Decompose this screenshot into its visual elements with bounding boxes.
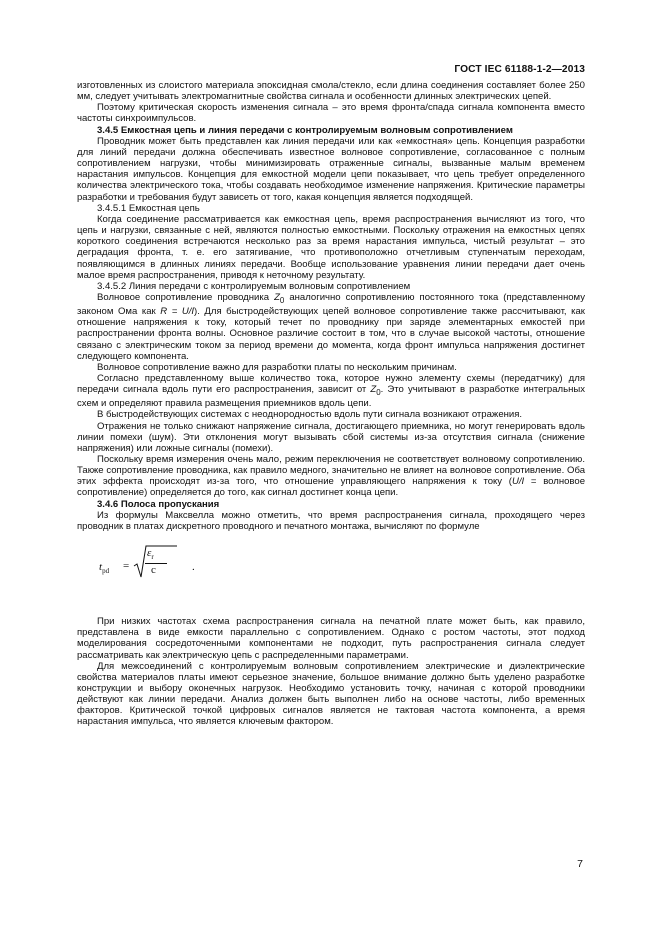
paragraph: При низких частотах схема распространения сигнала на печатной плате может быть, как правило, представлена в виде емкости параллельно с сопротивлением. Однако с ростом частоты, этот подход моделирования сосредоточенными компонентами не подходит, путь распространения сигнала следует рассматривать как электрическую цепь с распределенными параметрами. xyxy=(77,616,585,661)
sqrt-sign-icon xyxy=(133,544,183,580)
formula-epsilon: ε xyxy=(147,547,152,560)
formula-t: t xyxy=(99,561,103,574)
paragraph: Отражения не только снижают напряжение сигнала, достигающего приемника, но могут генерировать вдоль линии помехи (шум). Эти отклонения могут вызывать сбой системы из-за отсутствия сигнала (снижение напряжения) или ложные сигналы (помехи). xyxy=(77,420,585,454)
formula-t-subscript: pd xyxy=(102,567,110,576)
formula-lhs xyxy=(99,562,109,577)
paragraph: Поэтому критическая скорость изменения сигнала – это время фронта/спада сигнала компонента вместо частоты синхроимпульсов. xyxy=(77,102,585,125)
paragraph: Из формулы Максвелла можно отметить, что время распространения сигнала, проходящего через проводник в платах дискретного проводного и печатного монтажа, вычисляют по формуле xyxy=(77,509,585,532)
text-run: Согласно представленному выше количество тока, которое нужно элементу схемы (передатчику) для передачи сигнала вдоль пути его распространения, зависит от xyxy=(77,372,585,396)
paragraph-switching xyxy=(77,454,585,499)
subsection-heading: 3.4.5.1 Емкостная цепь xyxy=(97,202,200,214)
propagation-formula xyxy=(77,542,585,602)
paragraph: В быстродействующих системах с неоднородностью вдоль пути сигнала возникают отражения. xyxy=(97,409,523,421)
fraction-bar xyxy=(145,563,167,564)
formula-period: . xyxy=(192,561,195,574)
paragraph: Для межсоединений с контролируемым волновым сопротивлением электрические и диэлектрические свойства материалов платы имеют серьезное значение, большое внимание должно быть уделено разработке конструкции и выбору оконечных нагрузок. Необходимо установить точку, начиная с которой проводники действуют как линии передачи. Анализ должен быть выполнен либо на основе частоты, либо временных факторов. Критической точкой цифровых сигналов является не тактовая частота компонента, а время нарастания импульса, что является ключевым фактором. xyxy=(77,660,585,728)
page-number: 7 xyxy=(577,858,583,870)
ratio-symbol: U/I xyxy=(511,476,525,488)
formula-denominator: c xyxy=(151,564,156,577)
document-body xyxy=(77,80,585,728)
standard-header: ГОСТ IEC 61188-1-2—2013 xyxy=(454,64,585,75)
paragraph-driver xyxy=(77,373,585,409)
paragraph: изготовленных из слоистого материала эпоксидная смола/стекло, если длина соединения составляет более 250 мм, следует учитывать электромагнитные свойства сигнала и особенности длинных электрических цепей. xyxy=(77,80,585,103)
subsection-heading: 3.4.5.2 Линия передачи с контролируемым волновым сопротивлением xyxy=(97,280,411,292)
ohm-law: R = U/I xyxy=(160,306,195,318)
text-run: . Это учитывают в разработке интегральных схем и определяют правила размещения приемников вдоль цепи. xyxy=(77,384,585,410)
z-symbol: Z xyxy=(274,291,280,303)
z-subscript: 0 xyxy=(376,388,381,398)
z-subscript: 0 xyxy=(279,295,285,305)
section-heading: 3.4.5 Емкостная цепь и линия передачи с контролируемым волновым сопротивлением xyxy=(97,124,513,136)
text-run: = волновое сопротивление) определяется до того, как сигнал достигнет конца цепи. xyxy=(77,476,585,499)
section-heading: 3.4.6 Полоса пропускания xyxy=(97,498,220,510)
formula-epsilon-subscript: r xyxy=(151,553,154,562)
text-run: Волновое сопротивление проводника xyxy=(97,291,275,303)
z-symbol: Z xyxy=(370,384,377,396)
text-run: аналогично сопротивлению постоянного тока (представленному законом Ома как xyxy=(77,291,585,318)
text-run: ). Для быстродействующих цепей волновое сопротивление также рассчитывают, как отношение напряжения к току, который течет по проводнику при заряде элементарных емкостей при распространении фронта волны. Основное различие состоит в том, что в случае высокой частоты, отношение связано с электрическим током за период времени до момента, когда фронт импульса напряжения достигнет следующего компонента. xyxy=(77,306,585,362)
paragraph-impedance xyxy=(77,292,585,362)
paragraph: Проводник может быть представлен как линия передачи или как «емкостная» цепь. Концепция разработки для линий передачи должна обеспечивать известное волновое сопротивление, согласованное с полным сопротивлением нагрузки, чтобы минимизировать отраженные сигналы, вызванные малым временем нарастания импульсов. Концепция для емкостной модели цепи показывает, что цепь требует определенного количества электрического тока, чтобы создавать необходимое изменение напряжения. Критические параметры разработки и требования будут зависеть от того, какая концепция является подходящей. xyxy=(77,135,585,203)
paragraph: Когда соединение рассматривается как емкостная цепь, время распространения вычисляют из того, что цепь и нагрузки, связанные с ней, являются полностью емкостными. Поскольку отражения на емкостных цепях короткого соединения встречаются несколько раз за время нарастания импульса, чистый результат – это деградация фронта, т. е. его затягивание, что противоположно отчетливым ступенчатым переходам, появляющимся в длинных линиях передачи. Вообще использование уравнения линии передачи дает очень малое время распространения, приводя к неточному результату. xyxy=(77,213,585,281)
text-run: Поскольку время измерения очень мало, режим переключения не соответствует волновому сопротивлению. Также сопротивление проводника, как правило медного, значительно не влияет на волновое сопротивление. Оба этих эффекта происходят из-за того, что отношение управляющего напряжения к току ( xyxy=(77,453,585,488)
formula-numerator xyxy=(147,548,154,563)
formula-equals: = xyxy=(123,560,130,573)
paragraph: Волновое сопротивление важно для разработки платы по нескольким причинам. xyxy=(97,361,457,373)
